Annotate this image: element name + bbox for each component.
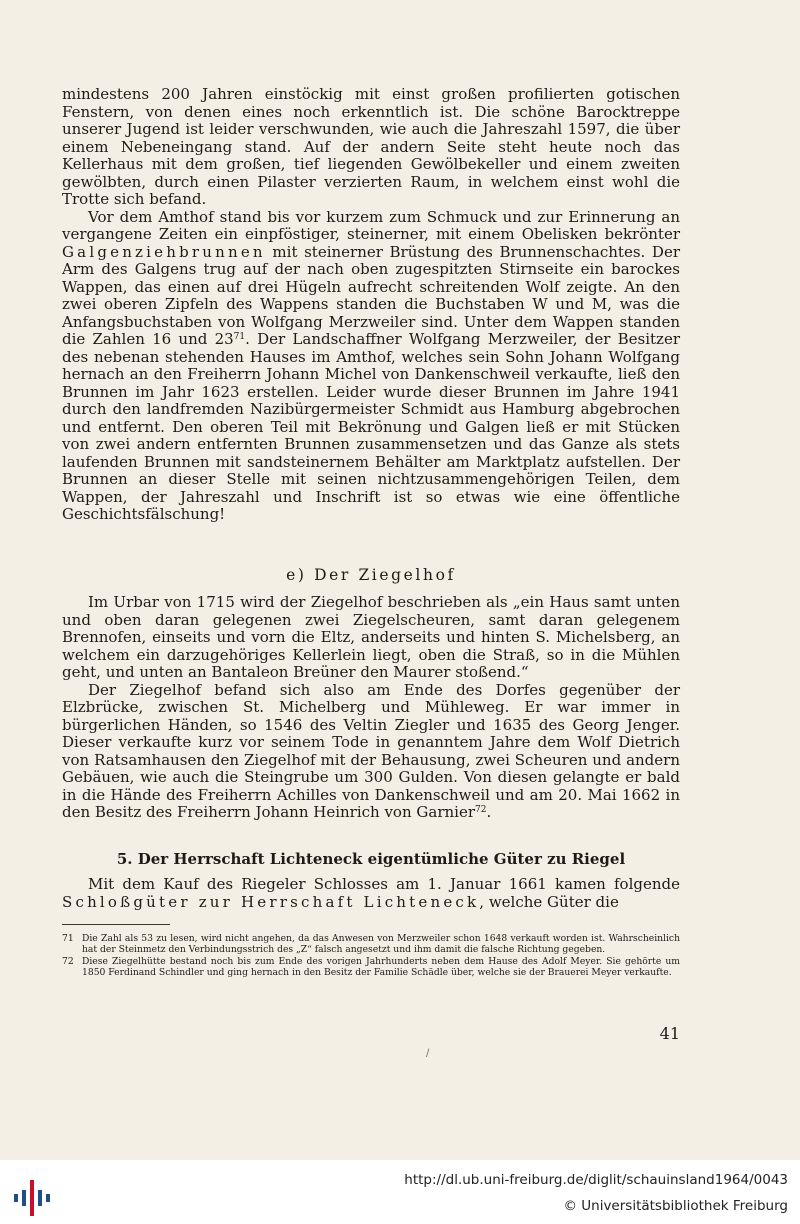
- footnote-text: Diese Ziegelhütte bestand noch bis zum Ende des vorigen Jahrhunderts neben dem Hause des Adolf Meyer. Sie gehörte um 1850 Ferdinand Schindler und ging hernach in den Besitz der Familie Schädle über, welche sie der Brauerei Meyer verkaufte.: [82, 956, 680, 978]
- paragraph-3: Im Urbar von 1715 wird der Ziegelhof beschrieben als „ein Haus samt unten und oben daran gelegenen zwei Ziegelscheuren, samt daran gelegenem Brennofen, einseits und vorn die Eltz, anderseits und hinten S. Michelsberg, an welchem ein darzugehöriges Kellerlein liegt, oben die Straß, so in die Mühlen geht, und unten an Bantaleon Breüner den Maurer stoßend.“: [62, 593, 680, 681]
- copyright-text: © Universitätsbibliothek Freiburg: [563, 1198, 788, 1214]
- section-heading-5: 5. Der Herrschaft Lichteneck eigentümliche Güter zu Riegel: [116, 850, 626, 868]
- page-number: 41: [659, 1024, 680, 1043]
- footnote-72: [62, 957, 680, 978]
- footnote-number: 71: [62, 933, 74, 944]
- ub-freiburg-logo-icon[interactable]: [12, 1178, 52, 1218]
- section-e: [62, 566, 680, 584]
- footnotes: [62, 934, 680, 980]
- source-url-link[interactable]: http://dl.ub.uni-freiburg.de/diglit/schauinsland1964/0043: [404, 1172, 788, 1188]
- footnote-ref-71: 71: [233, 332, 246, 342]
- section-e-text: [62, 594, 680, 822]
- paragraph-1: mindestens 200 Jahren einstöckig mit einst großen profilierten gotischen Fenstern, von denen eines noch erkenntlich ist. Die schöne Barocktreppe unserer Jugend ist leider verschwunden, wie auch die Jahreszahl 1597, die über einem Nebeneingang stand. Auf der andern Seite steht heute noch das Kellerhaus mit dem großen, tief liegenden Gewölbekeller und einem zweiten gewölbten, durch einen Pilaster verzierten Raum, in welchem einst wohl die Trotte sich befand.: [62, 85, 680, 208]
- main-text: [62, 86, 680, 524]
- stray-mark: /: [426, 1048, 430, 1059]
- footnote-rule: [62, 924, 170, 925]
- spaced-term: Galgenziehbrunnen: [62, 242, 266, 261]
- section-5-text: [62, 876, 680, 911]
- footnote-ref-72: 72: [475, 805, 487, 815]
- spaced-term: Schloßgüter zur Herrschaft Lichteneck: [62, 892, 480, 911]
- paragraph-2: Vor dem Amthof stand bis vor kurzem zum Schmuck und zur Erinnerung an vergangene Zeiten ein einpföstiger, steinerner, mit einem Obelisken bekrönter Galgenziehbrunnen mit steinerner Brüstung des Brunnenschachtes. Der Arm des Galgens trug auf der nach oben zugespitzten Stirnseite ein barockes Wappen, das einen auf drei Hügeln aufrecht schreitenden Wolf zeigte. An den zwei oberen Zipfeln des Wappens standen die Buchstaben W und M, was die Anfangsbuchstaben von Wolfgang Merzweiler sind. Unter dem Wappen standen die Zahlen 16 und $23^{71}$. Der Landschaffner Wolfgang Merzweiler, der Besitzer des nebenan stehenden Hauses im Amthof, welches sein Sohn Johann Wolfgang hernach an den Freiherrn Johann Michel von Dankenschweil verkaufte, ließ den Brunnen im Jahr 1623 erstellen. Leider wurde dieser Brunnen im Jahre 1941 durch den landfremden Nazibürgermeister Schmidt aus Hamburg abgebrochen und entfernt. Den oberen Teil mit Bekrönung und Galgen ließ er mit Stücken von zwei andern entfernten Brunnen zusammensetzen und das Ganze als stets laufenden Brunnen mit sandsteinernem Behälter am Marktplatz aufstellen. Der Brunnen an dieser Stelle mit seinen nichtzusammengehörigen Teilen, dem Wappen, der Jahreszahl und Inschrift ist so etwas wie eine öffentliche Geschichtsfälschung!: [62, 207, 680, 523]
- paragraph-5: Mit dem Kauf des Riegeler Schlosses am 1. Januar 1661 kamen folgende Schloßgüter zur Herrschaft Lichteneck, welche Güter die: [62, 875, 680, 911]
- footnote-text: Die Zahl als 53 zu lesen, wird nicht angehen, da das Anwesen von Merzweiler schon 1648 verkauft worden ist. Wahrscheinlich hat der Steinmetz den Verbindungsstrich des „Z“ falsch angesetzt und ihm damit die falsche Richtung gegeben.: [82, 933, 680, 955]
- footnote-number: 72: [62, 956, 74, 968]
- paragraph-4: Der Ziegelhof befand sich also am Ende des Dorfes gegenüber der Elzbrücke, zwischen St. Michelberg und Mühleweg. Er war immer in bürgerlichen Händen, so 1546 des Veltin Ziegler und 1635 des Georg Jenger. Dieser verkaufte kurz vor seinem Tode in genanntem Jahre dem Wolf Dietrich von Ratsamhausen den Ziegelhof mit der Behausung, zwei Scheuren und andern Gebäuen, wie auch die Steingrube um 300 Gulden. Von diesen gelangte er bald in die Hände des Freiherrn Achilles von Dankenschweil und am 20. Mai 1662 in den Besitz des Freiherrn Johann Heinrich von Garnier$^{72}$.: [62, 680, 680, 821]
- section-heading-e: e) Der Ziegelhof: [286, 566, 456, 584]
- footnote-71: [62, 934, 680, 955]
- viewer-footer: [0, 1160, 800, 1224]
- section-5: [62, 850, 680, 868]
